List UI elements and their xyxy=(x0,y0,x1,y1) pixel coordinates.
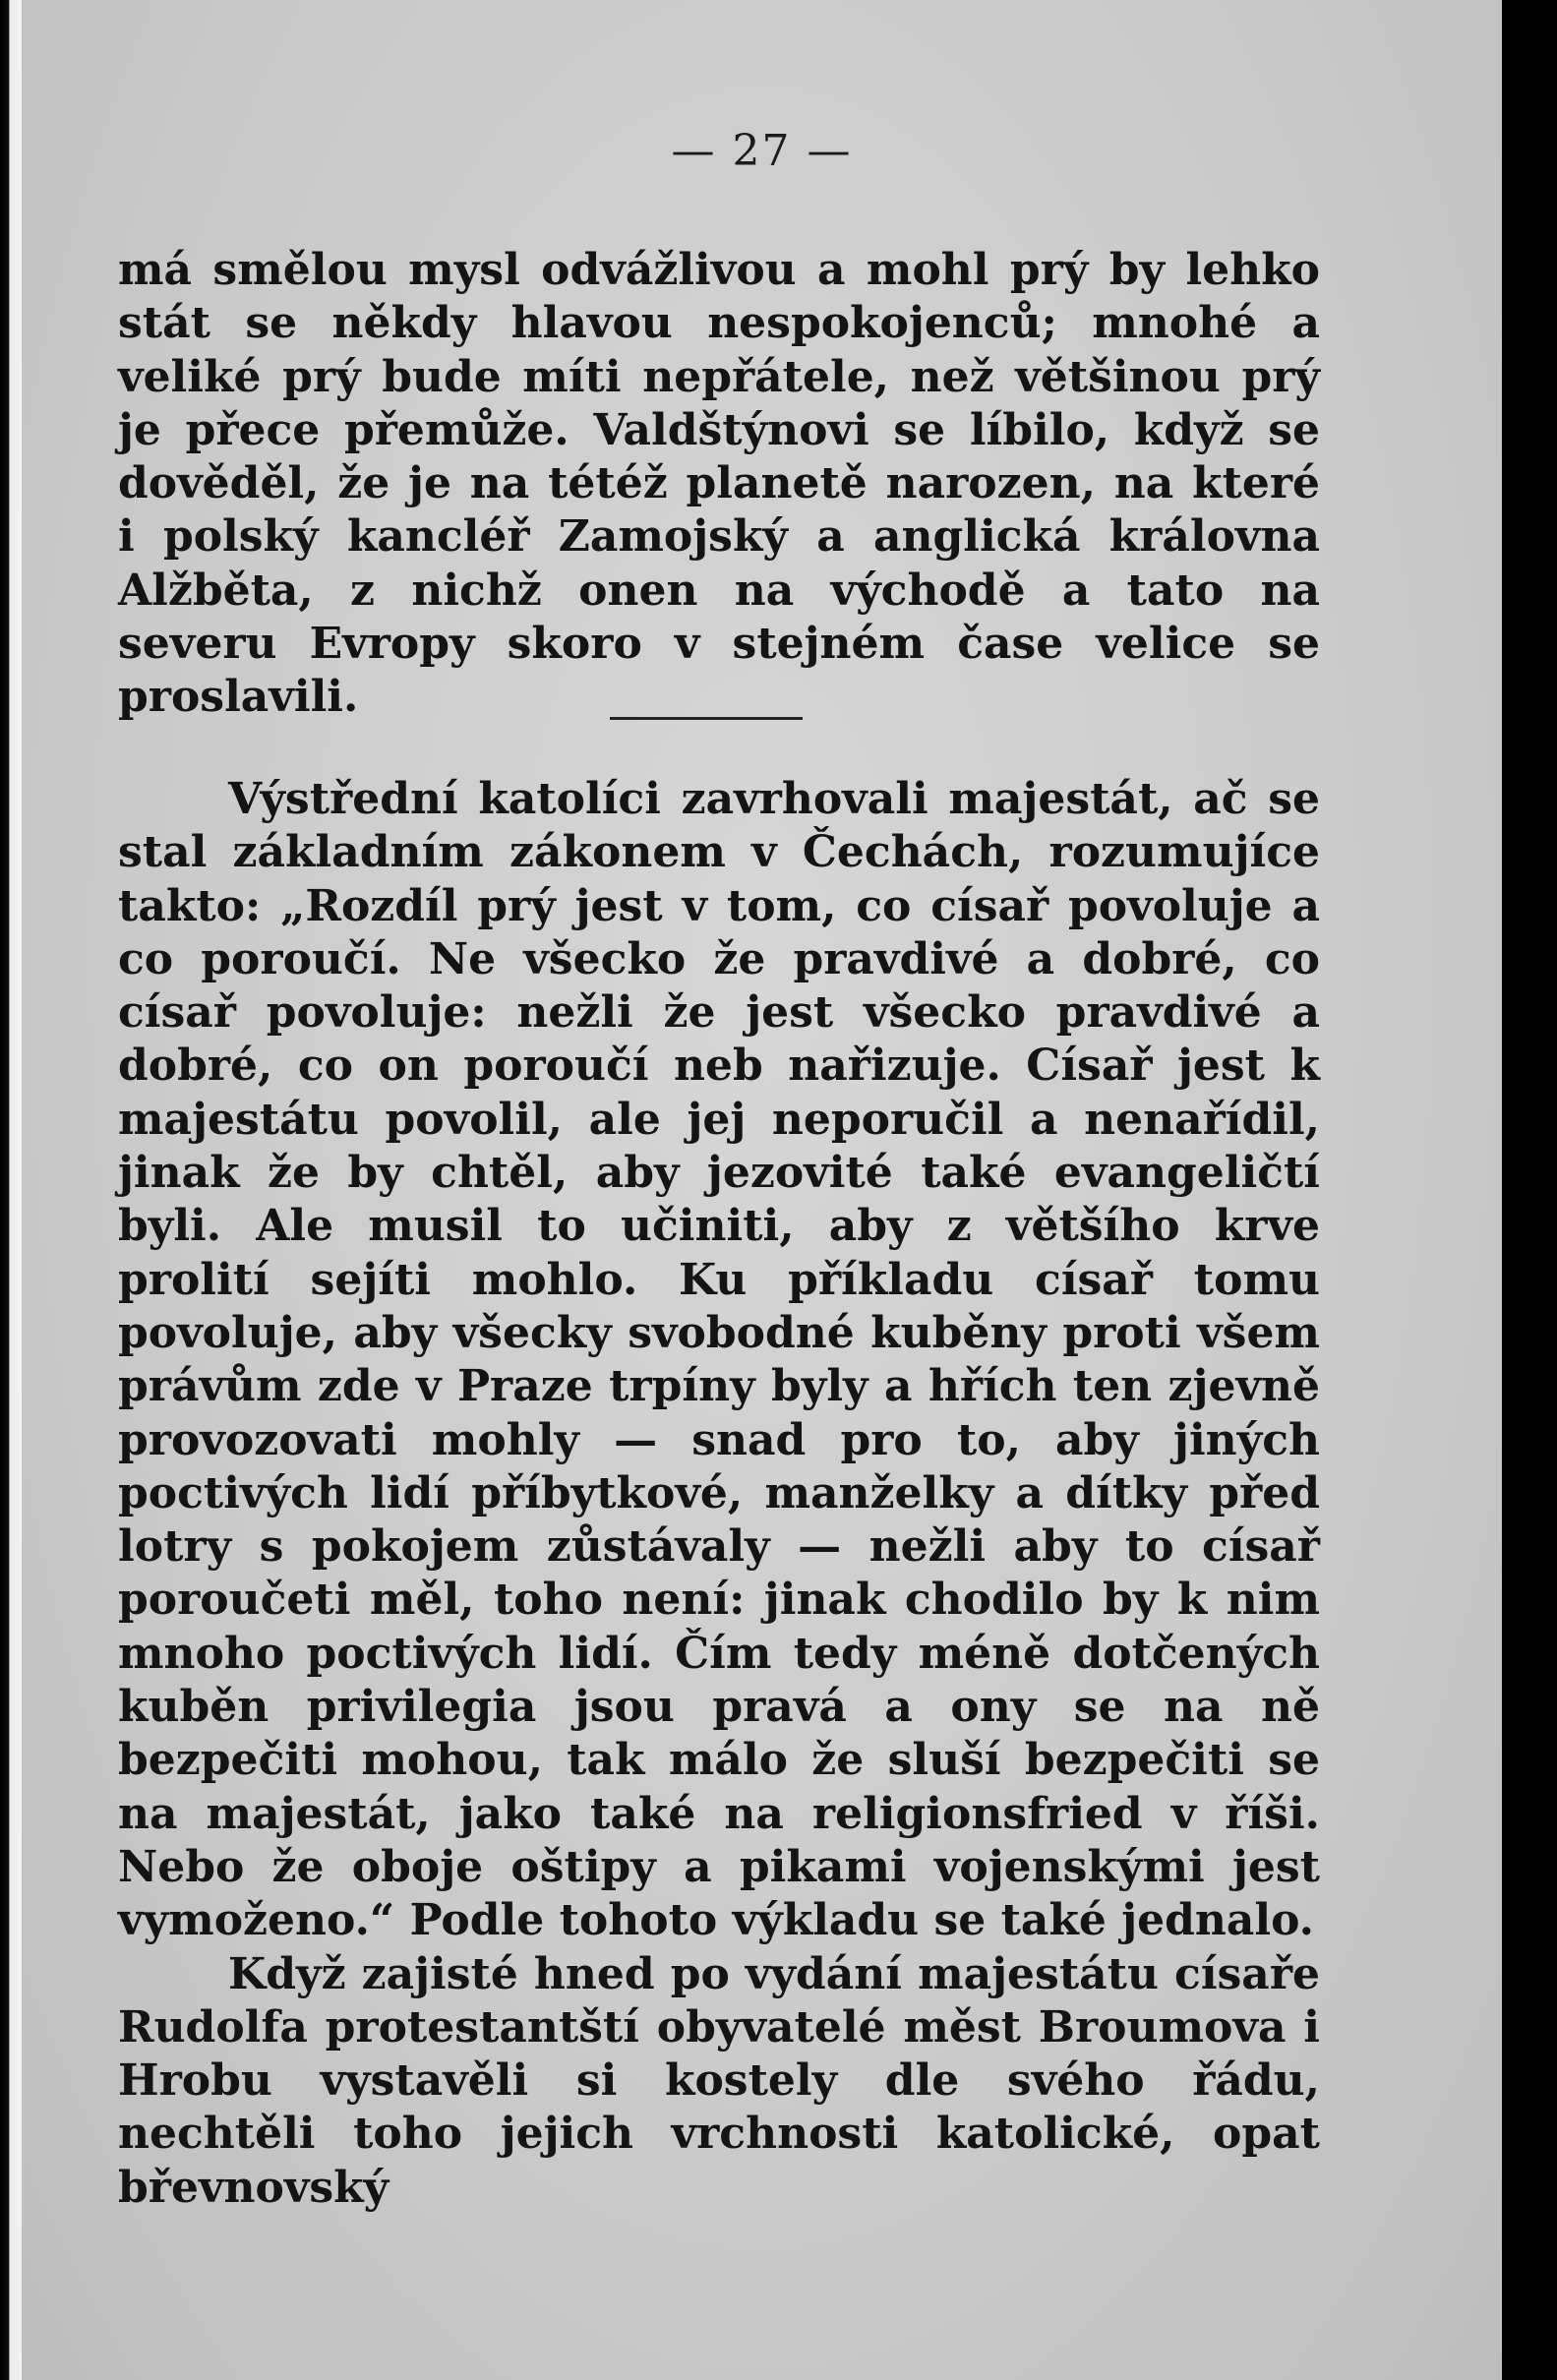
page-right-edge xyxy=(1502,0,1557,2380)
text-block-top xyxy=(118,244,1320,725)
page-left-edge xyxy=(0,0,22,2380)
text-block-main xyxy=(118,773,1320,2215)
page-number: — 27 — xyxy=(671,126,853,176)
book-page xyxy=(22,0,1502,2380)
paragraph-continuation: má smělou mysl odvážlivou a mohl prý by lehko stát se někdy hlavou nespokojenců; mnohé a veliké prý bude míti nepřátele, než většinou prý je přece přemůže. Valdštýnovi se líbilo, když se dověděl, že je na tétéž planetě narozen, na které i polský kancléř Zamojský a anglická královna Alžběta, z nichž onen na východě a tato na severu Evropy skoro v stejném čase velice se proslavili. xyxy=(118,245,1320,723)
paragraph-broumov: Když zajisté hned po vydání majestátu císaře Rudolfa protestantští obyvatelé měst Broumova i Hrobu vystavěli si kostely dle svého řádu, nechtěli toho jejich vrchnosti katolické, opat břevnovský xyxy=(118,1948,1320,2213)
paragraph-majestat: Výstřední katolíci zavrhovali majestát, ač se stal základním zákonem v Čechách, rozumujíce takto: „Rozdíl prý jest v tom, co císař povoluje a co poroučí. Ne všecko že pravdivé a dobré, co císař povoluje: nežli že jest všecko pravdivé a dobré, co on poroučí neb nařizuje. Císař jest k majestátu povolil, ale jej neporučil a nenařídil, jinak že by chtěl, aby jezovité také evangeličtí byli. Ale musil to učiniti, aby z většího krve prolití sejíti mohlo. Ku příkladu císař tomu povoluje, aby všecky svobodné kuběny proti všem právům zde v Praze trpíny byly a hřích ten zjevně provozovati mohly — snad pro to, aby jiných poctivých lidí příbytkové, manželky a dítky před lotry s pokojem zůstávaly — nežli aby to císař poroučeti měl, toho není: jinak chodilo by k nim mnoho poctivých lidí. Čím tedy méně dotčených kuběn privilegia jsou pravá a ony se na ně bezpečiti mohou, tak málo že sluší bezpečiti se na majestát, jako také na religionsfried v říši. Nebo že oboje oštipy a pikami vojenskými jest vymoženo.“ Podle tohoto výkladu se také jednalo. xyxy=(118,774,1320,1946)
section-separator xyxy=(610,717,803,720)
